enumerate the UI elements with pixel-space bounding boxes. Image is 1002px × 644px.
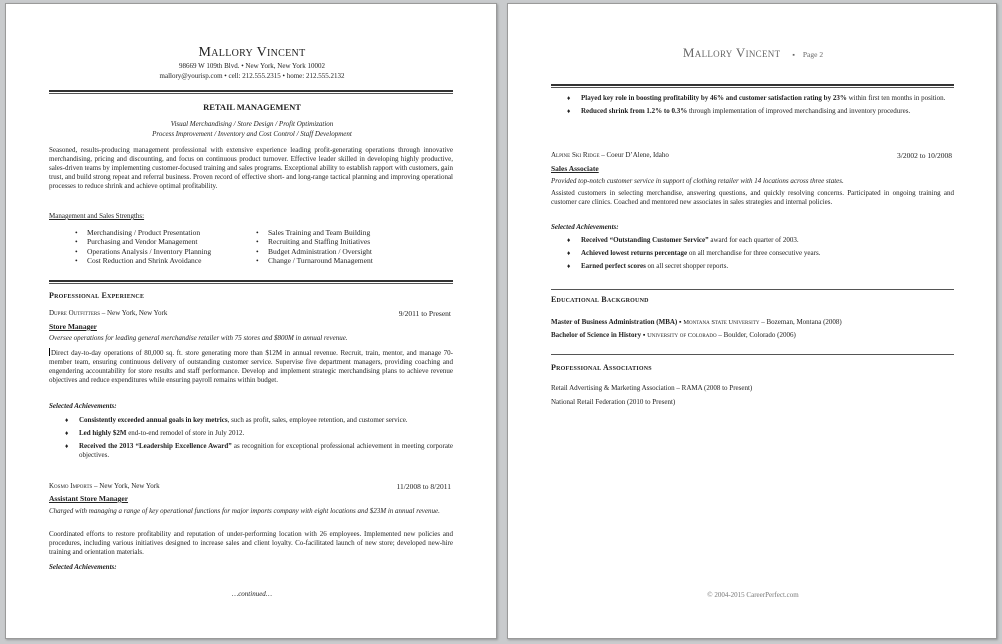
- achievement-bold: Received the 2013 “Leadership Excellence Award”: [79, 442, 232, 450]
- school-place: – Bozeman, Montana (2008): [759, 318, 842, 326]
- header-rule-thin: [49, 93, 453, 94]
- job2-dates: 11/2008 to 8/2011: [396, 482, 451, 491]
- keywords-line-2: Process Improvement / Inventory and Cost Control / Staff Development: [152, 130, 352, 138]
- achievement-item: [49, 442, 453, 460]
- job3-location: – Coeur D’Alene, Idaho: [599, 151, 669, 159]
- strength-item: • Sales Training and Team Building: [253, 228, 373, 237]
- degree: Bachelor of Science in History: [551, 331, 642, 339]
- achievement-text: within first ten months in position.: [846, 94, 946, 102]
- achievement-text: award for each quarter of 2003.: [708, 236, 799, 244]
- school: University of Colorado: [647, 332, 717, 339]
- associations-rule: [551, 354, 954, 355]
- header-rule-thin: [551, 87, 954, 88]
- job3-achievements: [551, 236, 954, 271]
- page2-name: Mallory Vincent: [682, 45, 781, 60]
- job1-company: Dupre Outfitters: [49, 309, 101, 317]
- page2-header: [508, 44, 998, 62]
- achievement-item: [551, 94, 954, 103]
- education-item: Master of Business Administration (MBA) ▪ Montana State University – Bozeman, Montana (2008): [551, 318, 842, 326]
- achievement-item: [551, 249, 954, 258]
- continued-note: …continued…: [231, 590, 273, 598]
- job2-achievements-label: Selected Achievements:: [49, 563, 117, 571]
- job3-achievements-label: Selected Achievements:: [551, 223, 619, 231]
- achievement-item: [551, 236, 954, 245]
- page2-page-label: Page 2: [802, 50, 824, 59]
- achievement-item: [49, 429, 453, 438]
- job2-summary: Charged with managing a range of key operational functions for major imports company with eight locations and $23M in annual revenue.: [49, 507, 440, 515]
- section-rule: [49, 280, 453, 282]
- header-rule: [49, 90, 453, 92]
- headline: RETAIL MANAGEMENT: [203, 102, 301, 112]
- job1-achievements-label: Selected Achievements:: [49, 402, 117, 410]
- contact-details: mallory@yourisp.com • cell: 212.555.2315 • home: 212.555.2132: [159, 72, 345, 80]
- degree: Master of Business Administration (MBA): [551, 318, 678, 326]
- strength-item: • Cost Reduction and Shrink Avoidance: [72, 256, 211, 265]
- education-item: Bachelor of Science in History ▪ University of Colorado – Boulder, Colorado (2006): [551, 331, 796, 339]
- job2-location: – New York, New York: [92, 482, 160, 490]
- job1-description-text: Direct day-to-day operations of 80,000 sq. ft. store generating more than $12M in annual revenue. Recruit, train, mentor, and manage 70-member team, ensuring continuous delivery of outstanding customer service. Supervise five department managers, providing coaching and engendering accountability for store results and staff performance. Develop and implement strategic merchandising plans to achieve revenue objectives and reduce expenditures while ensuring payroll remains within budget.: [49, 349, 453, 384]
- achievement-text: as recognition for exceptional professional achievement in meeting corporate objectives.: [79, 442, 453, 459]
- job1-location: – New York, New York: [100, 309, 168, 317]
- achievement-bold: Played key role in boosting profitability by 46% and customer satisfaction rating by 23%: [581, 94, 847, 102]
- professional-summary: Seasoned, results-producing management professional with extensive experience leading profit-generating operations through innovative merchandising, pricing and discounting, and focus on continuous product turnover. Effective leader skilled in developing highly productive, sales-driven teams by implementing customer-focused training and sales programs. Exceptional ability to establish rapport with customers, gain trust, and build strong repeat and referral business. Proven record of effective short- and long-range tactical planning and improving operational processes to reduce shrink and achieve optimal profitability.: [49, 146, 453, 190]
- job1-achievements: [49, 416, 453, 460]
- job1-employer: [49, 309, 167, 318]
- experience-heading: Professional Experience: [49, 291, 145, 300]
- strength-item: • Recruiting and Staffing Initiatives: [253, 237, 373, 246]
- achievement-text: through implementation of improved merchandising and inventory procedures.: [687, 107, 911, 115]
- header-rule: [551, 84, 954, 86]
- education-heading: Educational Background: [551, 295, 649, 304]
- job3-employer: [551, 151, 669, 160]
- achievement-bold: Reduced shrink from 1.2% to 0.3%: [581, 107, 688, 115]
- achievement-text: , such as profit, sales, employee retention, and customer service.: [227, 416, 408, 424]
- strength-item: • Operations Analysis / Inventory Planning: [72, 247, 211, 256]
- achievement-item: [49, 416, 453, 425]
- strength-item: • Budget Administration / Oversight: [253, 247, 373, 256]
- association-item: National Retail Federation (2010 to Present): [551, 398, 676, 406]
- achievement-bold: Consistently exceeded annual goals in key metrics: [79, 416, 228, 424]
- strength-item: • Change / Turnaround Management: [253, 256, 373, 265]
- strengths-column-2: [253, 228, 373, 266]
- keywords-line-1: Visual Merchandising / Store Design / Profit Optimization: [170, 120, 334, 128]
- text-cursor: [49, 348, 50, 356]
- associations-heading: Professional Associations: [551, 363, 652, 372]
- achievement-item: [551, 107, 954, 116]
- job3-summary: Provided top-notch customer service in support of clothing retailer with 14 locations across three states.: [551, 177, 844, 185]
- job2-employer: [49, 482, 160, 491]
- achievement-item: [551, 262, 954, 271]
- education-rule: [551, 289, 954, 290]
- job3-company: Alpine Ski Ridge: [551, 151, 600, 159]
- achievement-text: on all secret shopper reports.: [645, 262, 729, 270]
- job3-dates: 3/2002 to 10/2008: [896, 151, 952, 160]
- achievement-text: on all merchandise for three consecutive years.: [687, 249, 821, 257]
- copyright: © 2004-2015 CareerPerfect.com: [707, 591, 799, 599]
- job1-description: [49, 348, 453, 385]
- job2-company: Kosmo Imports: [49, 482, 93, 490]
- contact-address: 98669 W 109th Blvd. • New York, New York 10002: [179, 62, 325, 70]
- job2-description: Coordinated efforts to restore profitability and reputation of under-performing location with 26 employees. Implemented new policies and procedures, including various initiatives designed to increase sales and client loyalty. Co-facilitated launch of new store; developed new-hire training and orientation materials.: [49, 530, 453, 556]
- achievement-bold: Received “Outstanding Customer Service”: [581, 236, 709, 244]
- job2-continued-achievements: [551, 94, 954, 116]
- job1-title: Store Manager: [49, 322, 97, 331]
- resume-page-2: [507, 3, 997, 639]
- strengths-heading: Management and Sales Strengths:: [49, 212, 145, 220]
- school: Montana State University: [683, 319, 760, 326]
- job1-summary: Oversee operations for leading general merchandise retailer with 75 stores and $800M in annual revenue.: [49, 334, 348, 342]
- strengths-column-1: [72, 228, 211, 266]
- achievement-bold: Earned perfect scores: [581, 262, 646, 270]
- resume-page-1: [5, 3, 497, 639]
- strength-item: • Merchandising / Product Presentation: [72, 228, 211, 237]
- job1-dates: 9/2011 to Present: [398, 309, 451, 318]
- achievement-bold: Led highly $2M: [79, 429, 127, 437]
- achievement-bold: Achieved lowest returns percentage: [581, 249, 688, 257]
- resume-name: Mallory Vincent: [198, 45, 306, 60]
- achievement-text: end-to-end remodel of store in July 2012.: [126, 429, 245, 437]
- section-rule-thin: [49, 283, 453, 284]
- job2-title: Assistant Store Manager: [49, 494, 129, 503]
- strength-item: • Purchasing and Vendor Management: [72, 237, 211, 246]
- school-place: – Boulder, Colorado (2006): [716, 331, 796, 339]
- job3-title: Sales Associate: [551, 164, 599, 173]
- job3-description: Assisted customers in selecting merchandise, answering questions, and quickly resolving concerns. Participated in ongoing training and customer care clinics. Coached and mentored new associates in sales strategies and internal policies.: [551, 189, 954, 206]
- page2-bullet: ▪: [792, 51, 795, 59]
- association-item: Retail Advertising & Marketing Association – RAMA (2008 to Present): [551, 384, 753, 392]
